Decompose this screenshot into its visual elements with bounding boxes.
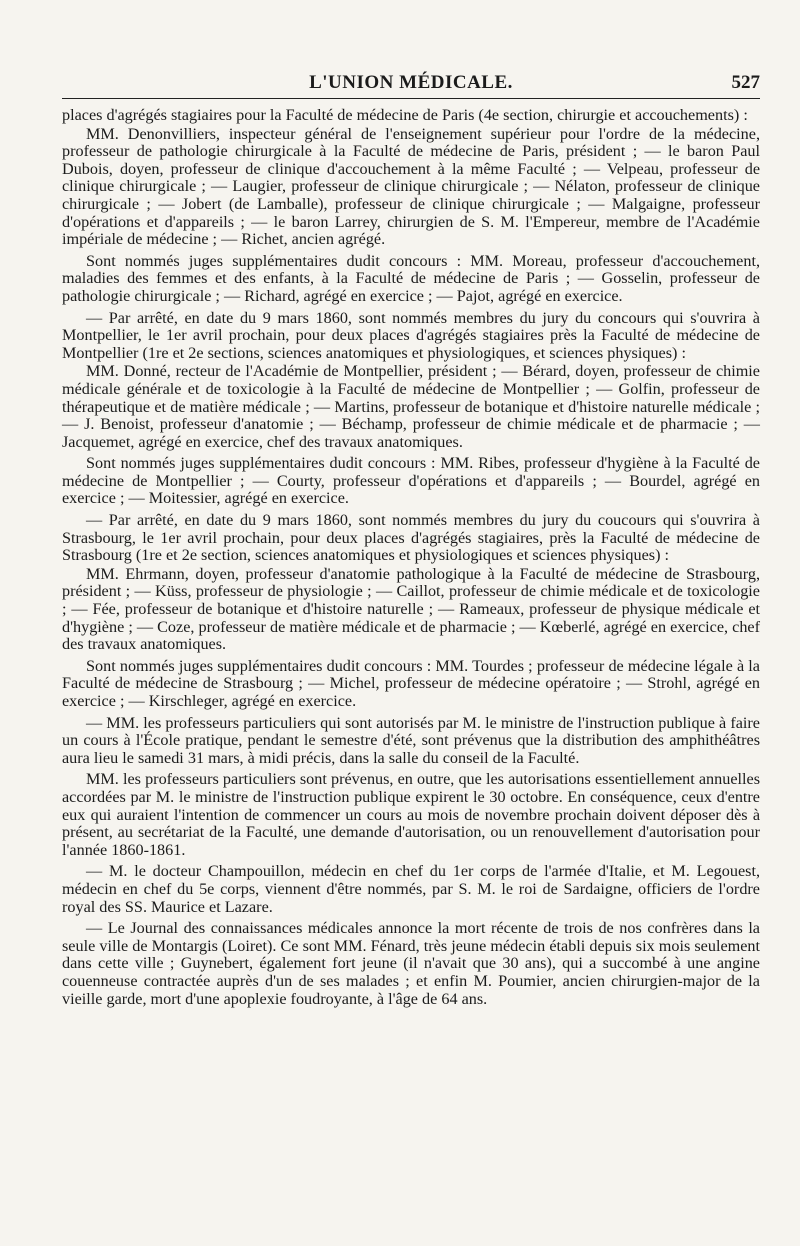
- paragraph: Sont nommés juges supplémentaires dudit concours : MM. Ribes, professeur d'hygiène à la Faculté de médecine de Montpellier ; — Courty, professeur d'opérations et d'appareils ; — Bourdel, agrégé en exercice ; — Moitessier, agrégé en exercice.: [62, 454, 760, 508]
- page-number: 527: [731, 72, 760, 93]
- paragraph: — M. le docteur Champouillon, médecin en chef du 1er corps de l'armée d'Italie, et M. Legouest, médecin en chef du 5e corps, viennent d'être nommés, par S. M. le roi de Sardaigne, officiers de l'ordre royal des SS. Maurice et Lazare.: [62, 862, 760, 916]
- running-head: L'UNION MÉDICALE.: [309, 72, 513, 93]
- paragraph: MM. Donné, recteur de l'Académie de Montpellier, président ; — Bérard, doyen, professeur de chimie médicale générale et de toxicologie à la Faculté de médecine de Montpellier ; — Golfin, professeur de thérapeutique et de matière médicale ; — Martins, professeur de botanique et d'histoire naturelle médicale ; — J. Benoist, professeur d'anatomie ; — Béchamp, professeur de chimie médicale et de pharmacie ; — Jacquemet, agrégé en exercice, chef des travaux anatomiques.: [62, 362, 760, 451]
- page-header: [62, 68, 760, 99]
- paragraph: — MM. les professeurs particuliers qui sont autorisés par M. le ministre de l'instruction publique à faire un cours à l'École pratique, pendant le semestre d'été, sont prévenus que la distribution des amphithéâtres aura lieu le samedi 31 mars, à midi précis, dans la salle du conseil de la Faculté.: [62, 713, 760, 767]
- paragraph: — Par arrêté, en date du 9 mars 1860, sont nommés membres du jury du coucours qui s'ouvrira à Strasbourg, le 1er avril prochain, pour deux places d'agrégés stagiaires, près la Faculté de médecine de Strasbourg (1re et 2e section, sciences anatomiques et physiologiques et sciences physiques) :: [62, 511, 760, 565]
- article-body: [62, 107, 760, 1008]
- paragraph: — Le Journal des connaissances médicales annonce la mort récente de trois de nos confrères dans la seule ville de Montargis (Loiret). Ce sont MM. Fénard, très jeune médecin établi depuis six mois seulement dans cette ville ; Guynebert, également fort jeune (il n'avait que 30 ans), qui a succombé à une angine couenneuse contractée auprès d'un de ses malades ; et enfin M. Poumier, ancien chirurgien-major de la vieille garde, mort d'une apoplexie foudroyante, à l'âge de 64 ans.: [62, 919, 760, 1008]
- paragraph: MM. Ehrmann, doyen, professeur d'anatomie pathologique à la Faculté de médecine de Strasbourg, président ; — Küss, professeur de physiologie ; — Caillot, professeur de chimie médicale et de toxicologie ; — Fée, professeur de botanique et d'histoire naturelle ; — Rameaux, professeur de physique médicale et d'hygiène ; — Coze, professeur de matière médicale et de pharmacie ; — Kœberlé, agrégé en exercice, chef des travaux anatomiques.: [62, 564, 760, 654]
- paragraph: MM. les professeurs particuliers sont prévenus, en outre, que les autorisations essentiellement annuelles accordées par M. le ministre de l'instruction publique expirent le 30 octobre. En conséquence, ceux d'entre eux qui auraient l'intention de commencer un cours au mois de novembre prochain doivent déposer dès à présent, au secrétariat de la Faculté, une demande d'autorisation, ou un renouvellement d'autorisation pour l'année 1860-1861.: [62, 770, 760, 859]
- paragraph: MM. Denonvilliers, inspecteur général de l'enseignement supérieur pour l'ordre de la médecine, professeur de pathologie chirurgicale à la Faculté de médecine de Paris, président ; — le baron Paul Dubois, doyen, professeur de clinique d'accouchement à la même Faculté ; — Velpeau, professeur de clinique chirurgicale ; — Laugier, professeur de clinique chirurgicale ; — Nélaton, professeur de clinique chirurgicale ; — Jobert (de Lamballe), professeur de clinique chirurgicale ; — Malgaigne, professeur d'opérations et d'appareils ; — le baron Larrey, chirurgien de S. M. l'Empereur, membre de l'Académie impériale de médecine ; — Richet, ancien agrégé.: [62, 124, 760, 249]
- paragraph: — Par arrêté, en date du 9 mars 1860, sont nommés membres du jury du concours qui s'ouvrira à Montpellier, le 1er avril prochain, pour deux places d'agrégés stagiaires près la Faculté de médecine de Montpellier (1re et 2e sections, sciences anatomiques et physiologiques, et sciences physiques) :: [62, 308, 760, 362]
- paragraph: places d'agrégés stagiaires pour la Faculté de médecine de Paris (4e section, chirurgie et accouchements) :: [62, 106, 748, 124]
- document-page: [62, 68, 760, 1009]
- paragraph: Sont nommés juges supplémentaires dudit concours : MM. Tourdes ; professeur de médecine légale à la Faculté de médecine de Strasbourg ; — Michel, professeur de médecine opératoire ; — Strohl, agrégé en exercice ; — Kirschleger, agrégé en exercice.: [62, 656, 760, 710]
- paragraph: Sont nommés juges supplémentaires dudit concours : MM. Moreau, professeur d'accouchement, maladies des femmes et des enfants, à la Faculté de médecine de Paris ; — Gosselin, professeur de pathologie chirurgicale ; — Richard, agrégé en exercice ; — Pajot, agrégé en exercice.: [62, 251, 760, 305]
